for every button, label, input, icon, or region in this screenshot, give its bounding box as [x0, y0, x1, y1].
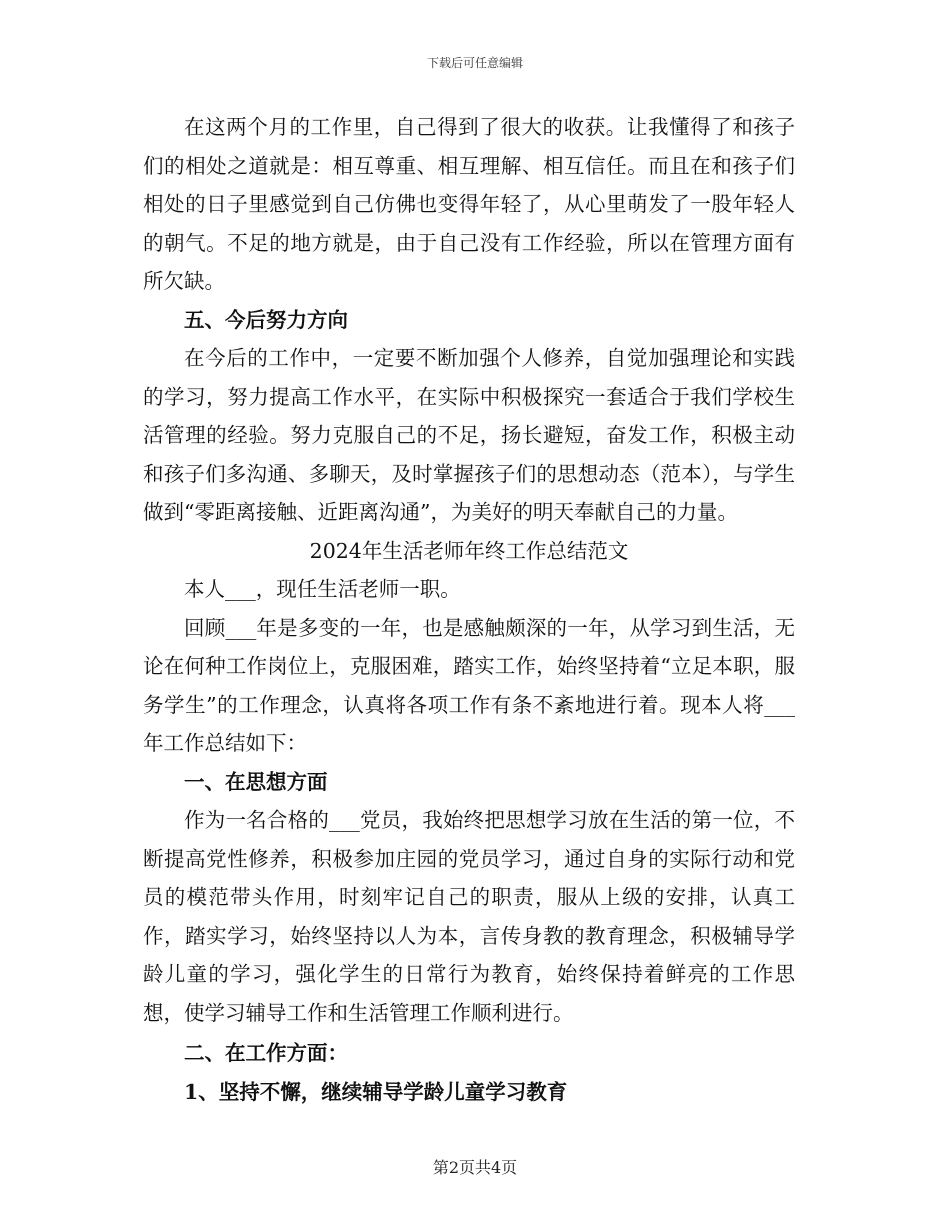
page-number: 第2页共4页	[432, 1158, 518, 1177]
heading-ideology: 一、在思想方面	[184, 769, 328, 794]
paragraph-ideology: 作为一名合格的___党员，我始终把思想学习放在生活的第一位，不断提高党性修养，积极参加庄园的党员学习，通过自身的实际行动和党员的模范带头作用，时刻牢记自己的职责，服从上级的安排，认真工作，踏实学习，始终坚持以人为本，言传身教的教育理念，积极辅导学龄儿童的学习，强化学生的日常行为教育，始终保持着鲜亮的工作思想，使学习辅导工作和生活管理工作顺利进行。	[143, 808, 795, 1025]
header-note: 下载后可任意编辑	[426, 56, 523, 70]
heading-work-item-1: 1、坚持不懈，继续辅导学龄儿童学习教育	[184, 1079, 568, 1104]
paragraph-future-work: 在今后的工作中，一定要不断加强个人修养，自觉加强理论和实践的学习，努力提高工作水平，在实际中积极探究一套适合于我们学校生活管理的经验。努力克服自己的不足，扬长避短，奋发工作，积极主动和孩子们多沟通、多聊天，及时掌握孩子们的思想动态（范本），与学生做到“零距离接触、近距离沟通”，为美好的明天奉献自己的力量。	[143, 346, 795, 524]
document-title: 2024年生活老师年终工作总结范文	[309, 538, 629, 563]
paragraph-review: 回顾___年是多变的一年，也是感触颇深的一年，从学习到生活，无论在何种工作岗位上，克服困难，踏实工作，始终坚持着“立足本职，服务学生”的工作理念，认真将各项工作有条不紊地进行着。现本人将___年工作总结如下：	[143, 615, 795, 755]
heading-work: 二、在工作方面：	[184, 1041, 348, 1065]
paragraph-harvest: 在这两个月的工作里，自己得到了很大的收获。让我懂得了和孩子们的相处之道就是：相互尊重、相互理解、相互信任。而且在和孩子们相处的日子里感觉到自己仿佛也变得年轻了，从心里萌发了一股年轻人的朝气。不足的地方就是，由于自己没有工作经验，所以在管理方面有所欠缺。	[143, 115, 795, 293]
heading-future-direction: 五、今后努力方向	[184, 307, 348, 332]
document-body	[143, 108, 795, 1111]
paragraph-intro: 本人___，现任生活老师一职。	[184, 577, 461, 601]
